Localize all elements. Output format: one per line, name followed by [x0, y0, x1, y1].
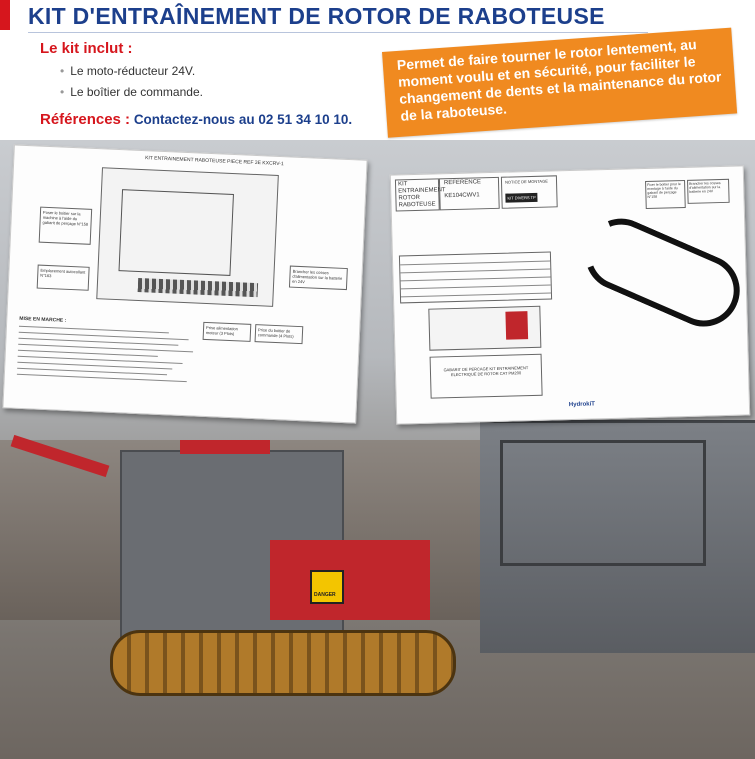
- list-item: [60, 64, 203, 78]
- table-line: [401, 277, 551, 282]
- notice-label: NOTICE DE MONTAGE: [504, 178, 548, 185]
- kit-list: [60, 64, 203, 106]
- callout-text: Prise du boitier de commande (4 Plots): [257, 327, 294, 339]
- callout-text: Fixer le boitier pour le montage à l'aide du gabarit de perçage N°158: [647, 182, 681, 199]
- bullet-icon: •: [60, 85, 65, 99]
- callout-box: [687, 179, 730, 204]
- table-line: [400, 269, 550, 274]
- corner-accent: [0, 0, 10, 30]
- drive-unit-red-cover: [270, 540, 430, 620]
- assembly-sheet-right: [390, 165, 750, 424]
- kit-heading: Le kit inclut :: [40, 40, 133, 57]
- parts-diagram: [428, 306, 541, 351]
- callout-box: [255, 324, 304, 344]
- callout-box: [203, 322, 252, 342]
- col1-line: KIT: [397, 181, 408, 188]
- callout-box: [39, 207, 93, 245]
- reference-cell: [439, 177, 500, 211]
- table-line: [401, 292, 551, 297]
- list-item: [60, 85, 203, 99]
- title-cell: [395, 178, 446, 211]
- callout-box: [37, 265, 90, 291]
- references-line: [40, 111, 352, 128]
- callout-box: [645, 180, 686, 209]
- notice-cell: [501, 175, 558, 208]
- machine-drawing: [96, 167, 279, 307]
- references-value: Contactez-nous au 02 51 34 10 10.: [133, 112, 353, 127]
- banner-text: Permet de faire tourner le rotor lentement, au moment voulu et en sécurité, pour faciliter le changement de dents et la maintenance du rotor de la raboteuse.: [396, 36, 722, 124]
- callout-box: [289, 266, 348, 291]
- callout-text: Brancher les cosses d'alimentation sur la batterie en 24V: [292, 268, 343, 285]
- drilling-template: [430, 354, 543, 399]
- bullet-icon: •: [60, 64, 65, 78]
- coiled-cable: [574, 207, 751, 338]
- kit-item-text: Le moto-réducteur 24V.: [70, 64, 196, 78]
- title-rule: [28, 32, 648, 33]
- rotor-drive-unit: [90, 420, 470, 720]
- brand-name: HydrokiT: [568, 401, 595, 409]
- reference-value: KE104CWV1: [444, 192, 480, 200]
- drive-unit-red-bracket: [180, 440, 270, 454]
- kit-label: KIT DIVERS TP: [505, 193, 538, 203]
- table-line: [400, 261, 550, 266]
- reference-label: REFERENCE: [443, 179, 482, 187]
- callout-text: Emplacement autocollant N°163: [40, 267, 86, 279]
- page-title: KIT D'ENTRAÎNEMENT DE ROTOR DE RABOTEUSE: [28, 3, 605, 29]
- references-label: Références :: [40, 111, 131, 128]
- table-line: [401, 285, 551, 290]
- col1-line: ENTRAINEMENT: [398, 187, 446, 195]
- assembly-sheet-left: [2, 144, 367, 423]
- track-drawing: [138, 278, 258, 297]
- callout-text: Prise alimentation moteur (3 Plots): [205, 324, 238, 337]
- col1-line: RABOTEUSE: [398, 201, 436, 209]
- instructions-title: MISE EN MARCHE :: [19, 315, 67, 324]
- milling-machine-frame: [500, 440, 706, 566]
- warning-label: DANGER: [314, 592, 336, 598]
- hydrokit-logo-icon: [505, 311, 528, 340]
- parts-table: [399, 251, 552, 303]
- warning-sign-icon: [310, 570, 344, 604]
- machine-outline: [118, 189, 233, 276]
- crawler-track: [110, 630, 456, 696]
- callout-text: Brancher les cosses d'alimentation sur la batterie en 24V: [689, 181, 721, 194]
- kit-item-text: Le boîtier de commande.: [70, 85, 203, 99]
- col1-line: ROTOR: [398, 194, 421, 202]
- callout-text: Poser le boitier sur la machine à l'aide du gabarit de perçage N°158: [42, 209, 89, 227]
- sheet1-title: KIT ENTRAINEMENT RABOTEUSE PIECE REF 3E KXCRV-1: [144, 155, 284, 168]
- template-label: GABARIT DE PERCAGE KIT ENTRAINEMENT ELECTRIQUE DE ROTOR CAT PM200: [443, 365, 529, 378]
